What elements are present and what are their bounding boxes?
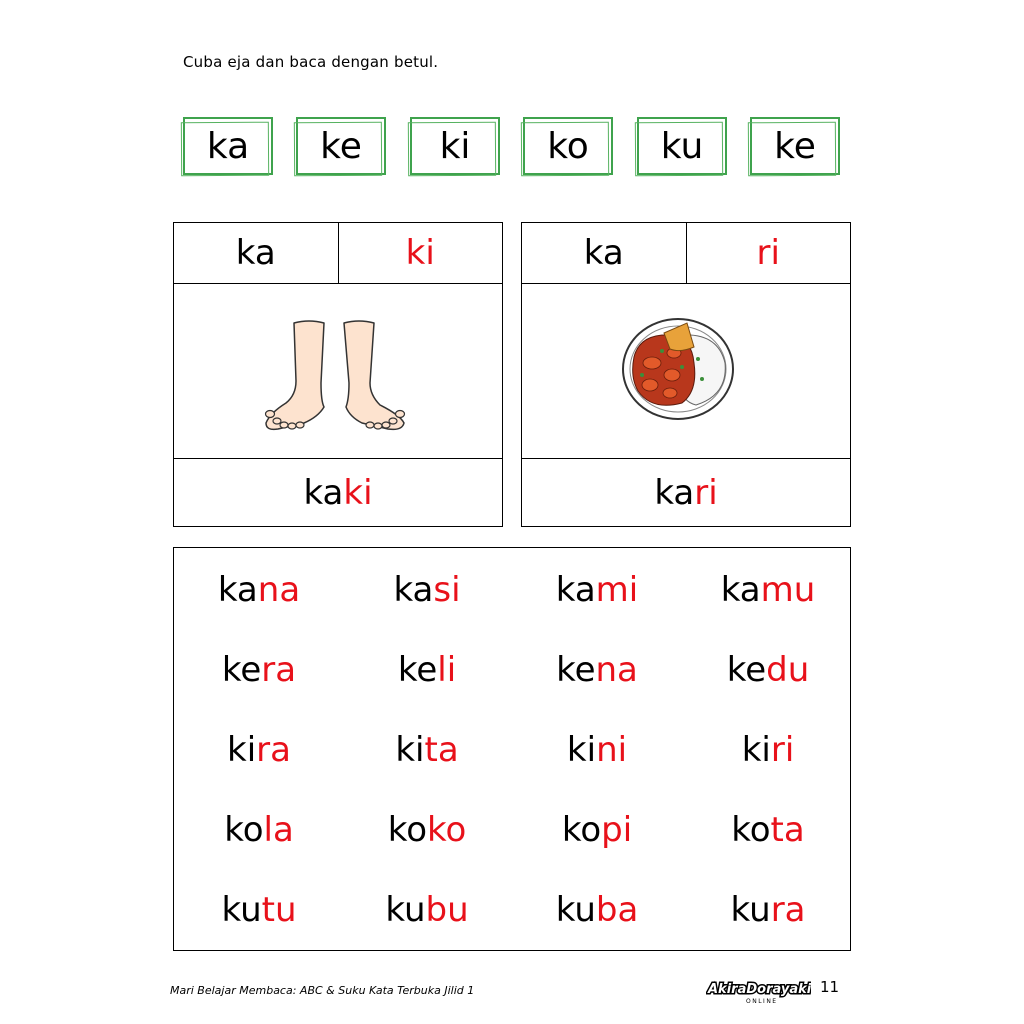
word-part-base: ka	[654, 472, 695, 513]
word-item	[342, 810, 512, 850]
word-part-base: ko	[731, 810, 771, 850]
word-part-highlight: ri	[770, 730, 795, 770]
word-part-highlight: ri	[694, 472, 718, 513]
word-item	[683, 570, 853, 610]
word-item	[342, 570, 512, 610]
word-part-base: ku	[221, 890, 262, 930]
word-grid	[173, 547, 851, 951]
word-part-base: ka	[393, 570, 434, 610]
word-card-kaki	[173, 222, 503, 527]
syllable-box: ke	[296, 117, 386, 175]
word-part-base: ku	[385, 890, 426, 930]
card-word	[174, 458, 502, 526]
word-item	[683, 810, 853, 850]
syllable-box: ka	[183, 117, 273, 175]
word-part-highlight: du	[766, 650, 810, 690]
word-item	[174, 890, 344, 930]
word-part-base: ka	[555, 570, 596, 610]
word-part-highlight: ra	[770, 890, 806, 930]
word-item	[683, 650, 853, 690]
word-item	[342, 890, 512, 930]
word-part-base: ki	[395, 730, 425, 770]
word-item	[512, 570, 682, 610]
word-part-base: ku	[730, 890, 771, 930]
word-part-base: ke	[726, 650, 767, 690]
word-item	[512, 730, 682, 770]
card-word	[522, 458, 850, 526]
logo-wordmark: AkiraDorayaki	[708, 982, 811, 997]
word-part-highlight: li	[437, 650, 457, 690]
word-part-highlight: pi	[601, 810, 633, 850]
logo-subtext: ONLINE	[746, 998, 778, 1005]
word-part-highlight: na	[257, 570, 301, 610]
word-part-highlight: ta	[770, 810, 805, 850]
word-part-highlight: ko	[427, 810, 467, 850]
word-part-highlight: na	[595, 650, 638, 690]
word-part-base: ke	[221, 650, 262, 690]
card-syllables	[522, 223, 850, 284]
word-item	[342, 730, 512, 770]
word-part-highlight: ni	[596, 730, 628, 770]
word-item	[512, 650, 682, 690]
word-part-base: ke	[397, 650, 438, 690]
syllable-box: ko	[523, 117, 613, 175]
word-part-highlight: si	[433, 570, 461, 610]
word-part-base: ki	[227, 730, 257, 770]
word-item	[512, 810, 682, 850]
feet-illustration	[174, 283, 502, 459]
word-item	[512, 890, 682, 930]
word-item	[174, 810, 344, 850]
word-part-base: ka	[303, 472, 344, 513]
page-number: 11	[820, 978, 840, 996]
word-part-base: ki	[566, 730, 597, 770]
word-part-highlight: ba	[595, 890, 639, 930]
word-part-highlight: ki	[343, 472, 373, 513]
word-part-highlight: ta	[424, 730, 459, 770]
word-item	[174, 730, 344, 770]
word-part-base: ko	[387, 810, 427, 850]
syllable-box: ke	[750, 117, 840, 175]
word-item	[683, 730, 853, 770]
publisher-logo	[706, 975, 811, 1005]
footer-book-title: Mari Belajar Membaca: ABC & Suku Kata Terbuka Jilid 1	[170, 984, 475, 997]
word-part-highlight: ra	[256, 730, 291, 770]
word-card-kari	[521, 222, 851, 527]
word-part-base: ke	[556, 650, 596, 690]
word-part-highlight: la	[263, 810, 294, 850]
card-syllable-1: ka	[174, 223, 339, 283]
curry-rice-illustration	[522, 283, 850, 459]
word-item	[174, 650, 344, 690]
word-part-base: ka	[217, 570, 258, 610]
word-part-base: ko	[224, 810, 264, 850]
word-part-highlight: bu	[425, 890, 469, 930]
word-part-highlight: mi	[595, 570, 639, 610]
card-syllables	[174, 223, 502, 284]
word-item	[683, 890, 853, 930]
word-part-base: ka	[720, 570, 761, 610]
word-part-highlight: tu	[261, 890, 297, 930]
word-part-base: ko	[561, 810, 602, 850]
word-part-base: ku	[555, 890, 596, 930]
syllable-box: ki	[410, 117, 500, 175]
card-syllable-2: ri	[756, 233, 780, 273]
word-part-highlight: ra	[261, 650, 297, 690]
word-item	[342, 650, 512, 690]
card-syllable-2: ki	[405, 233, 435, 273]
word-part-highlight: mu	[760, 570, 816, 610]
word-item	[174, 570, 344, 610]
card-syllable-1: ka	[522, 223, 687, 283]
syllable-box: ku	[637, 117, 727, 175]
word-part-base: ki	[741, 730, 771, 770]
instruction-text: Cuba eja dan baca dengan betul.	[183, 53, 439, 71]
